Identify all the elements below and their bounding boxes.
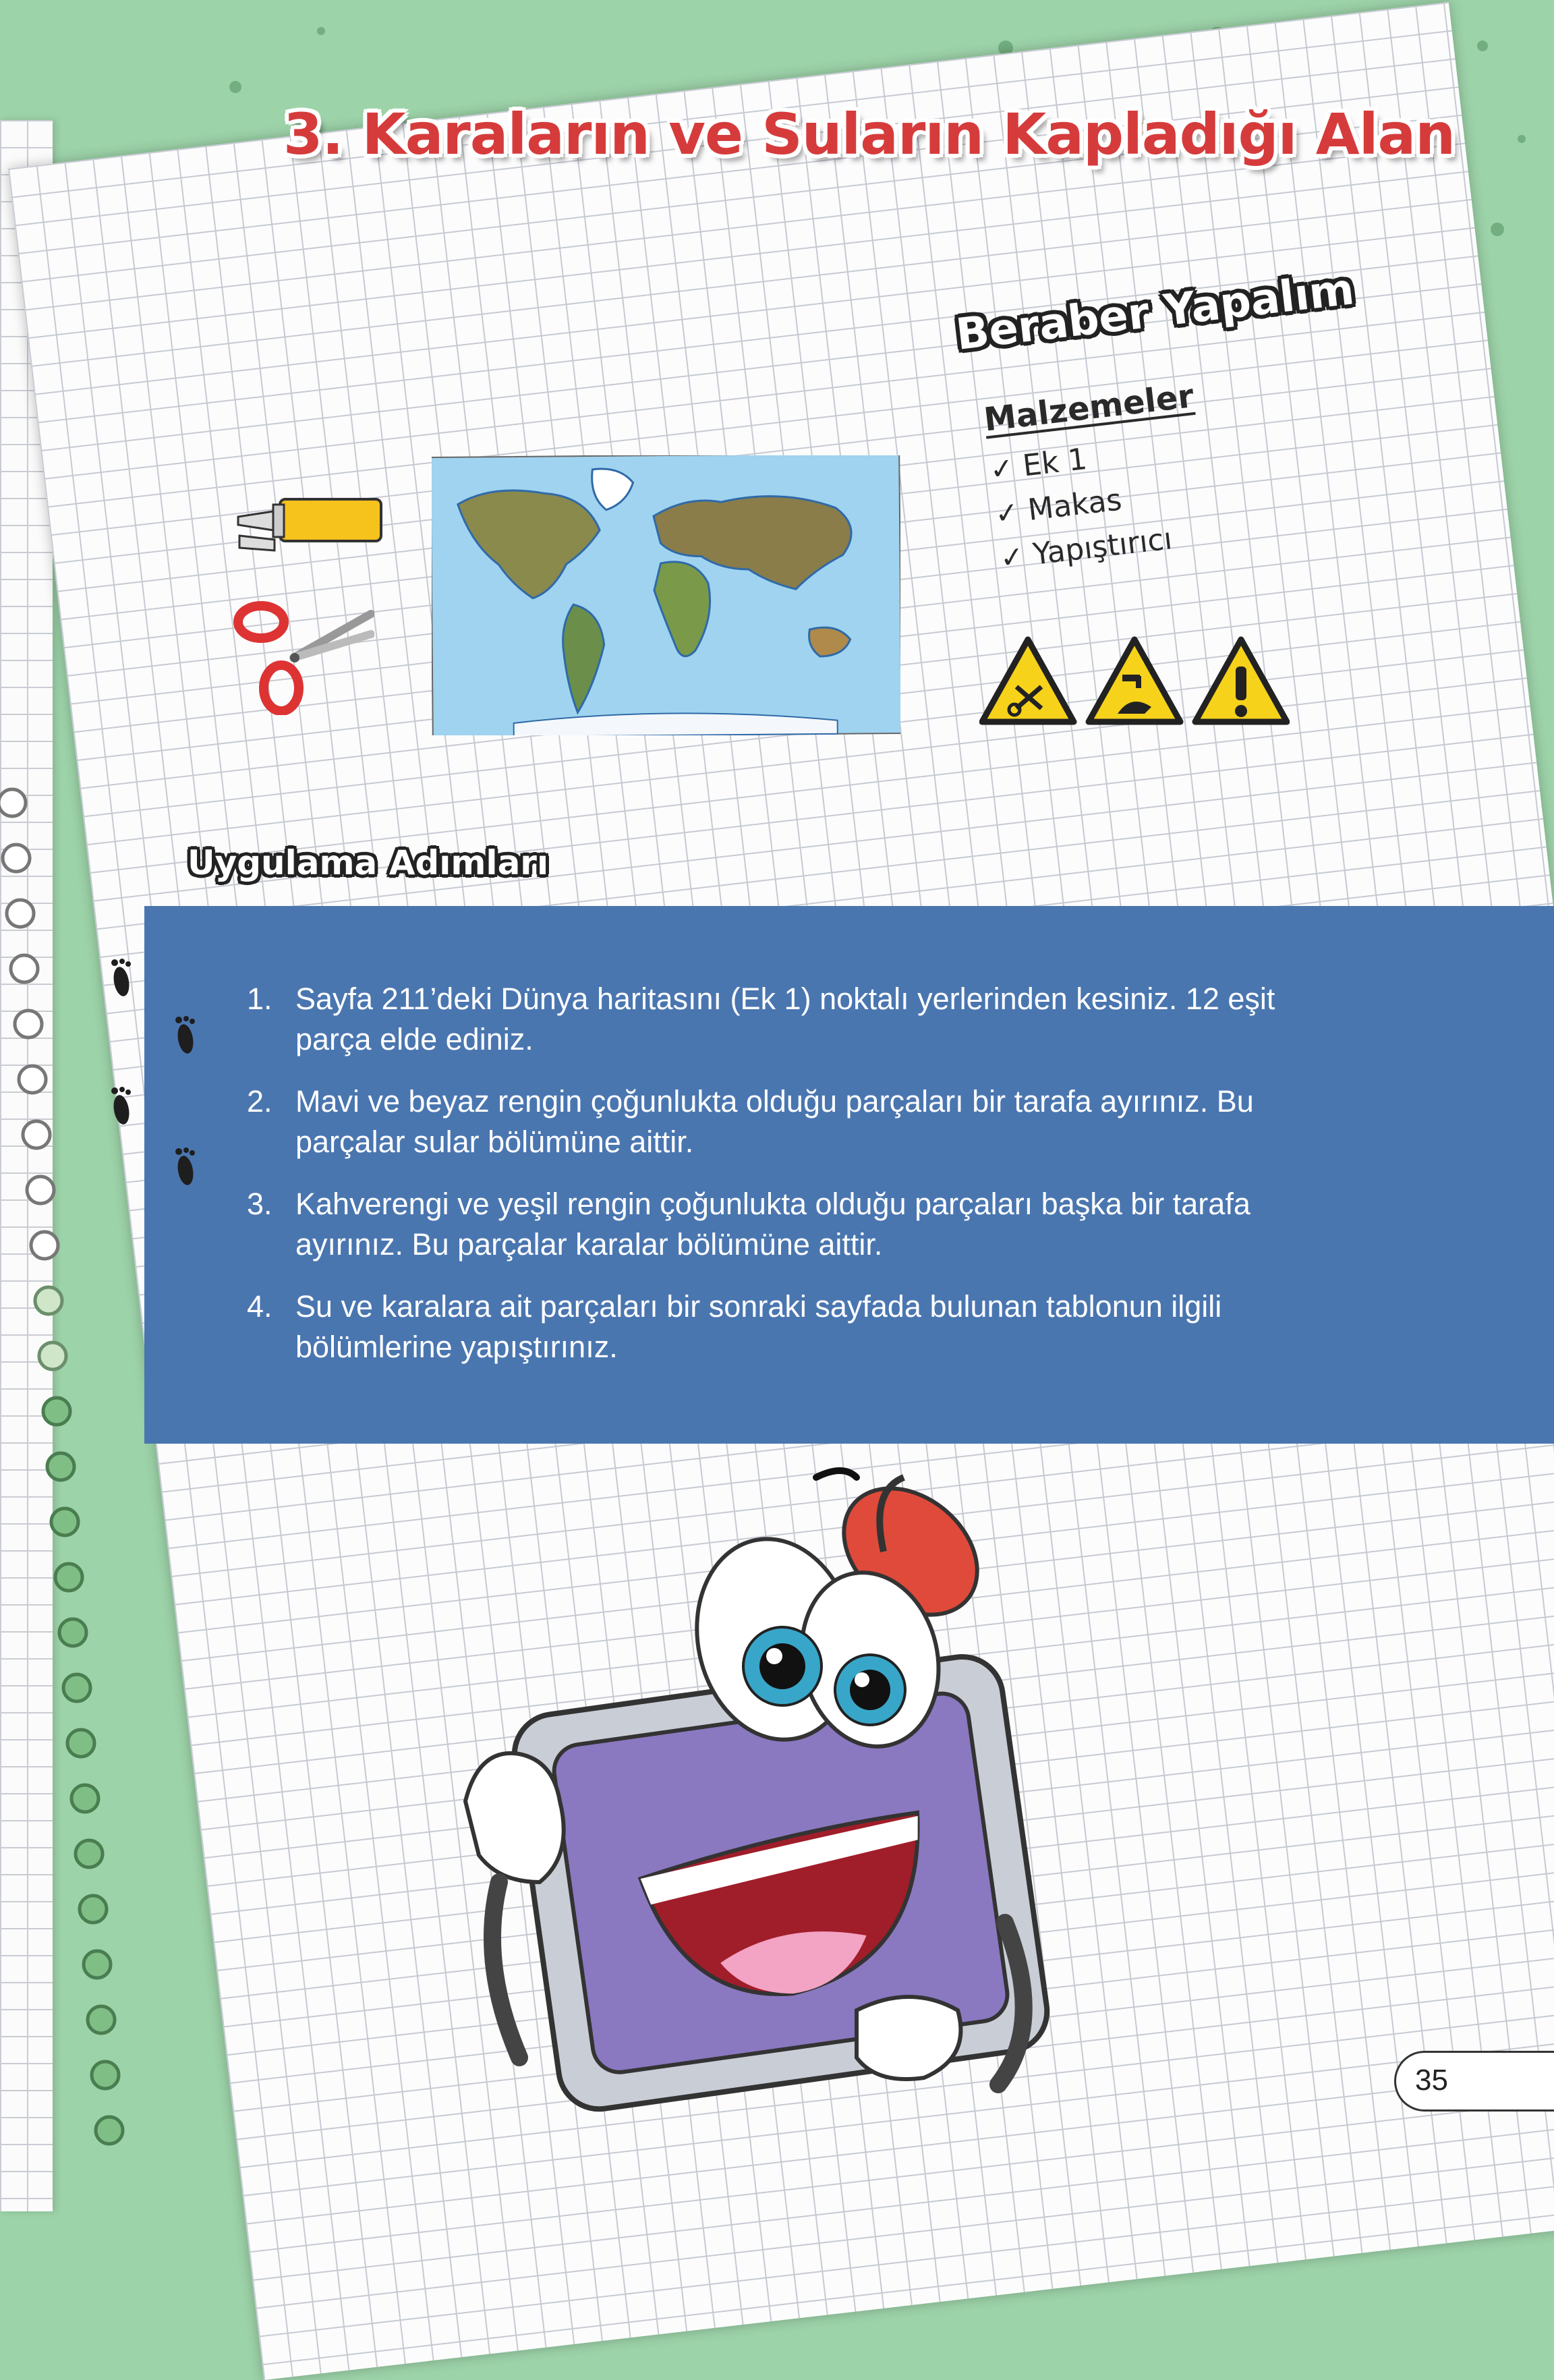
step-number: 3. [247, 1187, 272, 1221]
step-number: 1. [247, 982, 272, 1016]
materials-heading: Malzemeler [982, 377, 1196, 439]
step-text: Sayfa 211’deki Dünya haritasını (Ek 1) noktalı yerlerinden kesiniz. 12 eşit parça elde ediniz. [295, 982, 1275, 1056]
steps-heading: Uygulama Adımları [188, 843, 549, 882]
section-heading-beraber-yapalim: Beraber Yapalım [953, 264, 1357, 360]
step-item [247, 1184, 1353, 1265]
wash-hands-warning-icon [1089, 640, 1180, 722]
step-text: Mavi ve beyaz rengin çoğunlukta olduğu parçaları bir tarafa ayırınız. Bu parçalar sular bölümüne aittir. [295, 1084, 1254, 1159]
glue-tube-icon [233, 486, 388, 560]
caution-warning-icon [1195, 640, 1287, 722]
step-item [247, 1081, 1353, 1162]
scissors-warning-icon [982, 640, 1074, 722]
world-map [432, 455, 900, 735]
material-item: ✓ Makas [993, 482, 1124, 531]
material-item: ✓ Ek 1 [987, 441, 1089, 487]
step-item [247, 1286, 1353, 1367]
step-text: Kahverengi ve yeşil rengin çoğunlukta olduğu parçaları başka bir tarafa ayırınız. Bu parçalar karalar bölümüne aittir. [295, 1187, 1250, 1262]
material-item: ✓ Yapıştırıcı [998, 521, 1174, 575]
checkmark-icon: ✓ [993, 494, 1021, 531]
checkmark-icon: ✓ [987, 451, 1016, 487]
footprints-icon [101, 955, 223, 1224]
step-number: 4. [247, 1289, 272, 1324]
step-item [247, 979, 1353, 1060]
scissors-icon [233, 594, 374, 715]
materials-list [982, 369, 1285, 589]
page-title: 3. Karaların ve Suların Kapladığı Alan [283, 101, 1455, 167]
step-number: 2. [247, 1084, 272, 1118]
warning-icons [979, 634, 1290, 729]
checkmark-icon: ✓ [998, 539, 1026, 575]
steps-panel [144, 906, 1554, 1444]
page-number: 35 [1415, 2064, 1448, 2097]
tv-mascot-illustration [438, 1450, 1174, 2125]
step-text: Su ve karalara ait parçaları bir sonraki sayfada bulunan tablonun ilgili bölümlerine yapıştırınız. [295, 1289, 1222, 1364]
page-number-badge [1394, 2051, 1554, 2112]
